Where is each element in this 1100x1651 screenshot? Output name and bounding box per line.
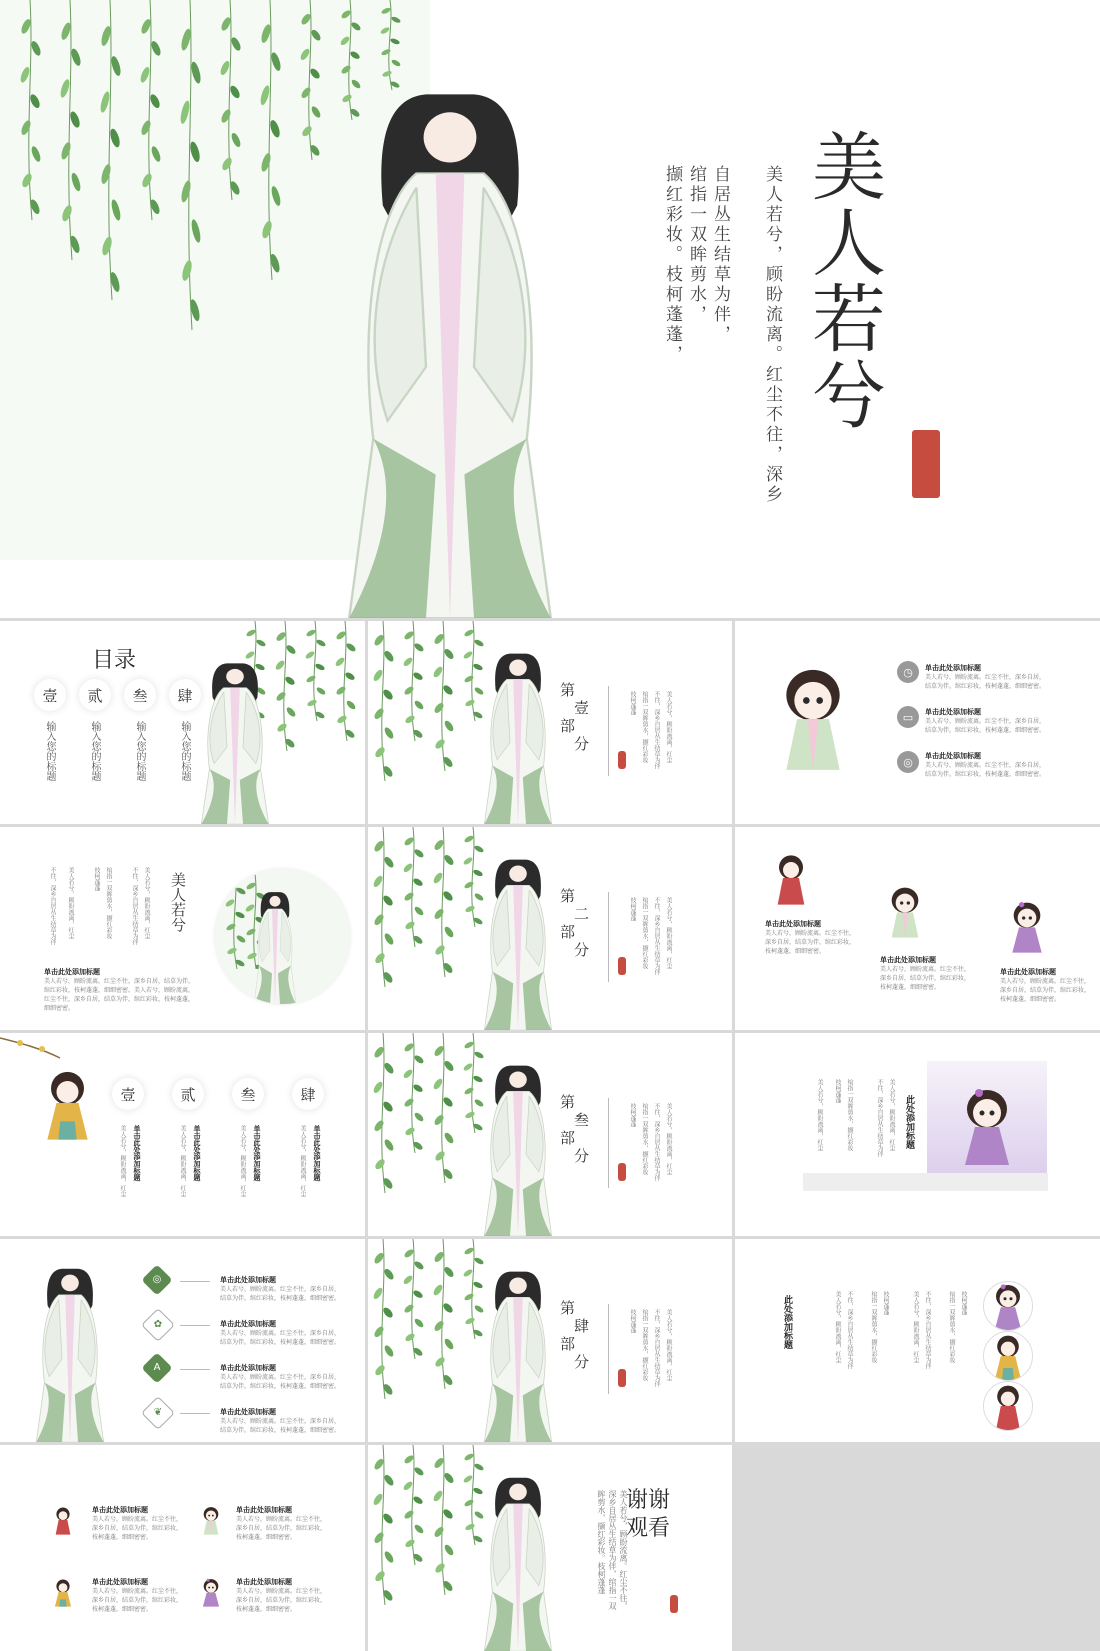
- part-text-col: 美人若兮，顾盼流离，红尘: [665, 691, 672, 763]
- connector: [180, 1325, 210, 1326]
- part-char: 分: [574, 1353, 590, 1371]
- timeline-item: [220, 1319, 340, 1347]
- diamond-badge: [141, 1264, 172, 1295]
- char-body: 美人若兮，顾盼流离。红尘不往，深乡自居，结草为伴，绾红彩妆，枝柯蓬蓬，细细密密。: [880, 966, 971, 991]
- char-heading: 单击此处添加标题: [1000, 968, 1056, 976]
- item-body: 美人若兮，顾盼流离。红尘不往，深乡自居，结草为伴，绾红彩妆，枝柯蓬蓬，细细密密。: [236, 1516, 327, 1541]
- text-col: 不往，深乡自居丛生结草为伴: [131, 867, 138, 945]
- cover-slide[interactable]: [0, 0, 1100, 618]
- text-col: 绾指一双眸剪水，撷红彩妆: [105, 867, 112, 939]
- columns-slide[interactable]: [735, 1239, 1100, 1442]
- part-char: 第: [560, 1299, 576, 1317]
- chibi-yellow-illustration: [40, 1063, 95, 1143]
- toc-num-4: 肆: [169, 679, 201, 711]
- intro-slide[interactable]: [0, 827, 365, 1030]
- part-char: 部: [560, 923, 576, 941]
- item-heading: 单击此处添加标题: [220, 1320, 276, 1328]
- toc-label-2: 输入您的标题: [89, 721, 100, 781]
- item-text: [236, 1577, 326, 1614]
- num-heading: 单击此处添加标题: [253, 1125, 261, 1181]
- item-body: 美人若兮，顾盼流离。红尘不往，深乡自居，结草为伴，绾红彩妆，枝柯蓬蓬，细细密密。: [220, 1418, 341, 1434]
- title-image-slide[interactable]: [735, 1033, 1100, 1236]
- item-heading: 单击此处添加标题: [92, 1506, 148, 1514]
- num-circle-3: 叁: [232, 1078, 264, 1110]
- item-body: 美人若兮，顾盼流离。红尘不往，深乡自居，结草为伴，绾红彩妆，枝柯蓬蓬，细细密密。: [220, 1286, 341, 1302]
- feature-item: [925, 707, 1045, 735]
- part-char: 壹: [574, 699, 590, 717]
- info-block: [44, 967, 194, 1013]
- lady-illustration: [30, 1264, 110, 1442]
- chibi-red-illustration: [52, 1505, 74, 1535]
- item-body: 美人若兮，顾盼流离。红尘不往，深乡自居，结草为伴，绾红彩妆，枝柯蓬蓬，细细密密。: [92, 1588, 183, 1613]
- chibi-yellow-illustration: [984, 1332, 1032, 1380]
- lady-illustration: [478, 649, 558, 824]
- text-col: 绾指一双眸剪水，撷红彩妆: [948, 1291, 955, 1363]
- lady-illustration: [478, 1473, 558, 1651]
- ending-title: 谢谢观看: [626, 1488, 671, 1541]
- chibi-yellow-illustration: [52, 1577, 74, 1607]
- part-slide-4[interactable]: [368, 1239, 732, 1442]
- part-char: 分: [574, 941, 590, 959]
- text-col: 枝柯蓬蓬: [93, 867, 100, 891]
- item-text: [92, 1505, 182, 1542]
- char-body: 美人若兮，顾盼流离。红尘不往，深乡自居，结草为伴，绾红彩妆，枝柯蓬蓬，细细密密。: [765, 930, 856, 955]
- ending-poem: 美人若兮，顾盼流离。红尘不往，深乡自居丛生结草为伴，绾指一双眸剪水，撷红彩妆。枝柯蓬蓬: [597, 1490, 628, 1610]
- red-seal: [912, 430, 940, 498]
- diamond-badge: [141, 1352, 172, 1383]
- cover-poem-left-3: 撷红彩妆。枝柯蓬蓬，: [662, 165, 682, 365]
- text-col: 美人若兮，顾盼流离，红尘: [834, 1291, 841, 1363]
- avatar-circle: [983, 1281, 1033, 1331]
- cover-title: 美人若兮: [800, 128, 886, 432]
- flower-icon: ✿: [153, 1319, 163, 1330]
- part-text-col: 绾指一双眸剪水，撷红彩妆: [641, 1103, 648, 1175]
- toc-label-4: 输入您的标题: [179, 721, 190, 781]
- shadow-box: [803, 1173, 1048, 1191]
- part-text-col: 不往，深乡自居丛生结草为伴: [653, 1103, 660, 1181]
- part-text-col: 绾指一双眸剪水，撷红彩妆: [641, 1309, 648, 1381]
- part-char: 肆: [574, 1317, 590, 1335]
- avatar-circle: [983, 1331, 1033, 1381]
- text-col: 不往，深乡自居丛生结草为伴: [846, 1291, 853, 1369]
- timeline-item: [220, 1407, 340, 1435]
- part-title-3: [560, 1093, 589, 1165]
- toc-label-1: 输入您的标题: [44, 721, 55, 781]
- toc-label-3: 输入您的标题: [134, 721, 145, 781]
- part-title-4: [560, 1299, 589, 1371]
- chibi-purple-illustration: [200, 1577, 222, 1607]
- text-col: 枝柯蓬蓬: [960, 1291, 967, 1315]
- text-col: 枝柯蓬蓬: [882, 1291, 889, 1315]
- feature-body: 美人若兮，顾盼流离。红尘不往，深乡自居，结草为伴，绾红彩妆，枝柯蓬蓬，细细密密。: [925, 718, 1046, 734]
- part-char: 第: [560, 887, 576, 905]
- info-body: 美人若兮，顾盼流离，红尘不往，深乡自居，结草为伴，绾红彩妆，枝柯蓬蓬，细细密密。美人若兮，顾盼流离，红尘不往，深乡自居，结草为伴，绾红彩妆，枝柯蓬蓬，细细密密。: [44, 978, 195, 1012]
- part-text-col: 美人若兮，顾盼流离，红尘: [665, 1103, 672, 1175]
- target-icon: ◎: [897, 751, 919, 773]
- text-col: 美人若兮，顾盼流离，红尘: [143, 867, 150, 939]
- branch-decoration: [0, 1033, 70, 1063]
- part-char: 二: [574, 905, 590, 923]
- diamond-badge: [141, 1308, 175, 1342]
- text-col: 美人若兮，顾盼流离，红尘: [912, 1291, 919, 1363]
- lady-illustration: [478, 1267, 558, 1442]
- clock-icon: ◷: [897, 661, 919, 683]
- char-item: [765, 919, 855, 956]
- slide-heading: 此处添加标题: [782, 1295, 792, 1349]
- feature-heading: 单击此处添加标题: [925, 708, 981, 716]
- slide-heading: 此处添加标题: [904, 1095, 914, 1149]
- item-heading: 单击此处添加标题: [236, 1578, 292, 1586]
- four-items-slide[interactable]: [0, 1445, 365, 1651]
- lady-illustration: [330, 80, 570, 618]
- chibi-red-illustration: [984, 1382, 1032, 1430]
- red-seal: [670, 1595, 678, 1613]
- part-char: 分: [574, 1147, 590, 1165]
- photo-circle: [215, 869, 350, 1004]
- cover-poem-left-1: 自居丛生结草为伴，: [710, 165, 730, 345]
- part-char: 部: [560, 717, 576, 735]
- toc-title: 目录: [92, 648, 137, 673]
- char-item: [880, 955, 970, 992]
- text-col: 美人若兮，顾盼流离，红尘: [816, 1079, 823, 1151]
- text-col: 美人若兮，顾盼流离，红尘: [888, 1079, 895, 1151]
- text-col: 枝柯蓬蓬: [834, 1079, 841, 1103]
- char-heading: 单击此处添加标题: [765, 920, 821, 928]
- part-text-col: 绾指一双眸剪水，撷红彩妆: [641, 691, 648, 763]
- toc-num-1: 壹: [34, 679, 66, 711]
- leaf-icon: ❦: [153, 1407, 163, 1418]
- part-text-col: 美人若兮，顾盼流离，红尘: [665, 1309, 672, 1381]
- num-heading: 单击此处添加标题: [133, 1125, 141, 1181]
- item-heading: 单击此处添加标题: [220, 1408, 276, 1416]
- part-text-col: 绾指一双眸剪水，撷红彩妆: [641, 897, 648, 969]
- text-col: 美人若兮，顾盼流离，红尘: [67, 867, 74, 939]
- num-body: 美人若兮，顾盼流离，红尘: [299, 1125, 306, 1197]
- diamond-badge: [141, 1396, 175, 1430]
- feature-heading: 单击此处添加标题: [925, 752, 981, 760]
- empty-cell: [735, 1445, 1100, 1651]
- info-heading: 单击此处添加标题: [44, 968, 100, 976]
- numbers-slide[interactable]: [0, 1033, 365, 1236]
- part-text-col: 美人若兮，顾盼流离，红尘: [665, 897, 672, 969]
- chibi-girl-illustration: [773, 649, 853, 784]
- char-body: 美人若兮，顾盼流离。红尘不往，深乡自居，结草为伴，绾红彩妆，枝柯蓬蓬，细细密密。: [1000, 978, 1091, 1003]
- item-text: [236, 1505, 326, 1542]
- num-body: 美人若兮，顾盼流离，红尘: [179, 1125, 186, 1197]
- chibi-red-illustration: [771, 849, 811, 907]
- red-seal: [618, 957, 626, 975]
- text-col: 绾指一双眸剪水，撷红彩妆: [846, 1079, 853, 1151]
- part-text-col: 不往，深乡自居丛生结草为伴: [653, 1309, 660, 1387]
- connector: [180, 1413, 210, 1414]
- num-circle-4: 肆: [292, 1078, 324, 1110]
- chibi-girl-illustration: [885, 882, 925, 940]
- part-char: 分: [574, 735, 590, 753]
- item-text: [92, 1577, 182, 1614]
- item-heading: 单击此处添加标题: [220, 1364, 276, 1372]
- item-body: 美人若兮，顾盼流离。红尘不往，深乡自居，结草为伴，绾红彩妆，枝柯蓬蓬，细细密密。: [220, 1374, 341, 1390]
- num-body: 美人若兮，顾盼流离，红尘: [239, 1125, 246, 1197]
- chat-icon: ▭: [897, 706, 919, 728]
- circle-icon: ◎: [152, 1274, 162, 1285]
- avatar-circle: [983, 1381, 1033, 1431]
- part-char: 部: [560, 1335, 576, 1353]
- feature-heading: 单击此处添加标题: [925, 664, 981, 672]
- part-slide-2[interactable]: [368, 827, 732, 1030]
- red-seal: [618, 1369, 626, 1387]
- num-circle-2: 贰: [172, 1078, 204, 1110]
- ending-slide[interactable]: [368, 1445, 732, 1651]
- part-char: 叁: [574, 1111, 590, 1129]
- image-box: [927, 1061, 1047, 1173]
- divider: [608, 1304, 609, 1394]
- char-item: [1000, 967, 1090, 1004]
- timeline-slide[interactable]: [0, 1239, 365, 1442]
- divider: [608, 892, 609, 982]
- part-text-col: 不往，深乡自居丛生结草为伴: [653, 691, 660, 769]
- item-body: 美人若兮，顾盼流离。红尘不往，深乡自居，结草为伴，绾红彩妆，枝柯蓬蓬，细细密密。: [92, 1516, 183, 1541]
- chibi-purple-illustration: [957, 1081, 1017, 1169]
- num-heading: 单击此处添加标题: [313, 1125, 321, 1181]
- lady-illustration: [250, 889, 300, 1004]
- num-body: 美人若兮，顾盼流离，红尘: [119, 1125, 126, 1197]
- red-seal: [618, 1163, 626, 1181]
- connector: [180, 1369, 210, 1370]
- text-col: 不往，深乡自居丛生结草为伴: [876, 1079, 883, 1157]
- feature-slide[interactable]: [735, 621, 1100, 824]
- feature-item: [925, 663, 1045, 691]
- timeline-item: [220, 1363, 340, 1391]
- a-icon: A: [153, 1362, 161, 1373]
- toc-slide[interactable]: [0, 621, 365, 824]
- chibi-purple-illustration: [1007, 897, 1047, 955]
- part-title-2: [560, 887, 589, 959]
- num-circle-1: 壹: [112, 1078, 144, 1110]
- feature-item: [925, 751, 1045, 779]
- chibi-girl-illustration: [200, 1505, 222, 1535]
- chibi-purple-illustration: [984, 1282, 1032, 1330]
- red-seal: [618, 751, 626, 769]
- part-slide-3[interactable]: [368, 1033, 732, 1236]
- part-text-col: 枝柯蓬蓬: [629, 691, 636, 715]
- part-char: 第: [560, 681, 576, 699]
- num-heading: 单击此处添加标题: [193, 1125, 201, 1181]
- part-title-1: [560, 681, 589, 753]
- cover-poem-right: 美人若兮，顾盼流离。红尘不往，深乡: [762, 165, 782, 505]
- char-heading: 单击此处添加标题: [880, 956, 936, 964]
- lady-illustration: [478, 855, 558, 1030]
- characters-slide[interactable]: [735, 827, 1100, 1030]
- part-char: 第: [560, 1093, 576, 1111]
- toc-num-3: 叁: [124, 679, 156, 711]
- lady-illustration: [195, 659, 275, 824]
- item-heading: 单击此处添加标题: [236, 1506, 292, 1514]
- part-slide-1[interactable]: [368, 621, 732, 824]
- feature-body: 美人若兮，顾盼流离。红尘不往，深乡自居，结草为伴，绾红彩妆，枝柯蓬蓬，细细密密。: [925, 762, 1046, 778]
- text-col: 不往，深乡自居丛生结草为伴: [49, 867, 56, 945]
- part-text-col: 枝柯蓬蓬: [629, 897, 636, 921]
- part-text-col: 枝柯蓬蓬: [629, 1309, 636, 1333]
- cover-poem-left-2: 绾指一双眸剪水，: [686, 165, 706, 325]
- part-text-col: 枝柯蓬蓬: [629, 1103, 636, 1127]
- divider: [608, 686, 609, 776]
- item-heading: 单击此处添加标题: [92, 1578, 148, 1586]
- part-char: 部: [560, 1129, 576, 1147]
- lady-illustration: [478, 1061, 558, 1236]
- connector: [180, 1281, 210, 1282]
- feature-body: 美人若兮，顾盼流离。红尘不往，深乡自居，结草为伴，绾红彩妆，枝柯蓬蓬，细细密密。: [925, 674, 1046, 690]
- text-col: 不往，深乡自居丛生结草为伴: [924, 1291, 931, 1369]
- timeline-item: [220, 1275, 340, 1303]
- text-col: 绾指一双眸剪水，撷红彩妆: [870, 1291, 877, 1363]
- item-heading: 单击此处添加标题: [220, 1276, 276, 1284]
- part-text-col: 不往，深乡自居丛生结草为伴: [653, 897, 660, 975]
- slide-title: 美人若兮: [169, 872, 187, 932]
- divider: [608, 1098, 609, 1188]
- toc-num-2: 贰: [79, 679, 111, 711]
- item-body: 美人若兮，顾盼流离。红尘不往，深乡自居，结草为伴，绾红彩妆，枝柯蓬蓬，细细密密。: [236, 1588, 327, 1613]
- item-body: 美人若兮，顾盼流离。红尘不往，深乡自居，结草为伴，绾红彩妆，枝柯蓬蓬，细细密密。: [220, 1330, 341, 1346]
